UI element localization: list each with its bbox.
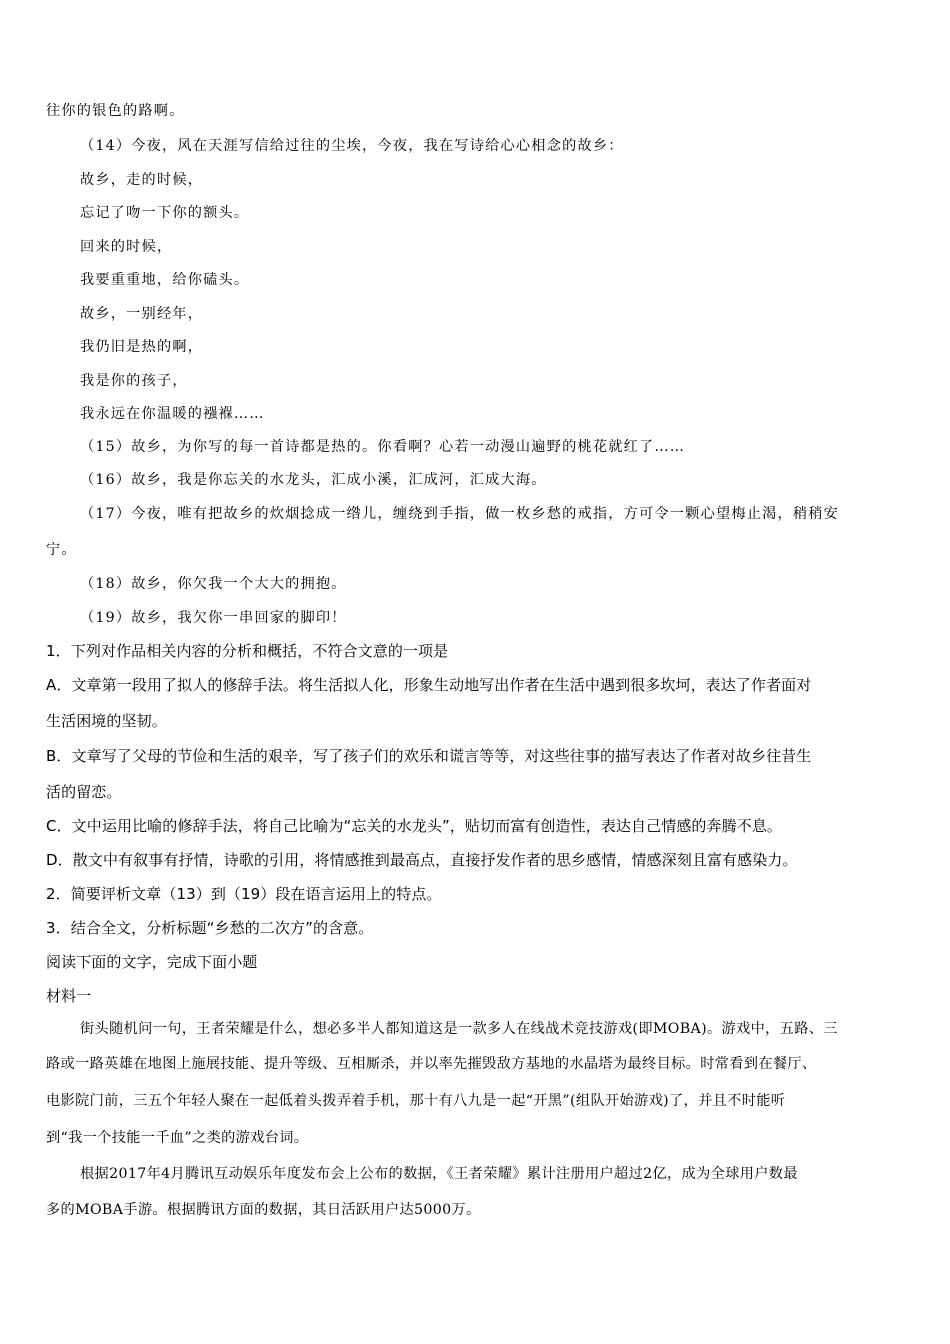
material-title: 材料一 [46, 987, 92, 1005]
material-1-line: 街头随机问一句，王者荣耀是什么，想必多半人都知道这是一款多人在线战术竞技游戏(即MOBA)。游戏中，五路、三 [80, 1021, 838, 1037]
verse-line: 我永远在你温暖的襁褓…… [80, 406, 265, 422]
verse-line: 我仍旧是热的啊， [80, 339, 204, 355]
verse-line: 我是你的孩子， [80, 373, 188, 389]
option-b-line-1: B．文章写了父母的节俭和生活的艰辛，写了孩子们的欢乐和谎言等等，对这些往事的描写表达了作者对故乡往昔生 [46, 747, 812, 765]
question-2: 2．简要评析文章（13）到（19）段在语言运用上的特点。 [46, 885, 442, 903]
paragraph-18: （18）故乡，你欠我一个大大的拥抱。 [80, 576, 347, 592]
paragraph-17-line-2: 宁。 [46, 542, 77, 558]
paragraph-16: （16）故乡，我是你忘关的水龙头，汇成小溪，汇成河，汇成大海。 [80, 472, 547, 488]
paragraph-14: （14）今夜，风在天涯写信给过往的尘埃，今夜，我在写诗给心心相念的故乡： [80, 138, 624, 154]
material-2-line: 根据2017年4月腾讯互动娱乐年度发布会上公布的数据，《王者荣耀》累计注册用户超过2亿，成为全球用户数最 [80, 1166, 798, 1182]
option-a-line-2: 生活困境的坚韧。 [46, 712, 167, 730]
verse-line: 故乡，走的时候， [80, 172, 204, 188]
question-1: 1．下列对作品相关内容的分析和概括，不符合文意的一项是 [46, 642, 449, 660]
poem-line-continuation: 往你的银色的路啊。 [46, 103, 185, 119]
verse-line: 故乡，一别经年， [80, 306, 204, 322]
option-b-line-2: 活的留恋。 [46, 783, 122, 801]
verse-line: 我要重重地，给你磕头。 [80, 272, 250, 288]
option-c: C．文中运用比喻的修辞手法，将自己比喻为“忘关的水龙头”，贴切而富有创造性，表达自己情感的奔腾不息。 [46, 817, 783, 835]
question-3: 3．结合全文，分析标题“乡愁的二次方”的含意。 [46, 919, 374, 937]
material-1-line: 电影院门前，三五个年轻人聚在一起低着头拨弄着手机，那十有八九是一起“开黑”(组队开始游戏)了，并且不时能听 [46, 1093, 786, 1109]
material-2-line: 多的MOBA手游。根据腾讯方面的数据，其日活跃用户达5000万。 [46, 1202, 481, 1218]
reading-instruction: 阅读下面的文字，完成下面小题 [46, 953, 258, 971]
option-a-line-1: A．文章第一段用了拟人的修辞手法。将生活拟人化，形象生动地写出作者在生活中遇到很多坎坷，表达了作者面对 [46, 676, 812, 694]
material-1-line: 路或一路英雄在地图上施展技能、提升等级、互相厮杀，并以率先摧毁敌方基地的水晶塔为最终目标。时常看到在餐厅、 [46, 1056, 817, 1072]
verse-line: 回来的时候， [80, 239, 173, 255]
paragraph-15: （15）故乡，为你写的每一首诗都是热的。你看啊？心若一动漫山遍野的桃花就红了…… [80, 439, 686, 455]
verse-line: 忘记了吻一下你的额头。 [80, 205, 250, 221]
option-d: D．散文中有叙事有抒情，诗歌的引用，将情感推到最高点，直接抒发作者的思乡感情，情感深刻且富有感染力。 [46, 851, 798, 869]
paragraph-17-line-1: （17）今夜，唯有把故乡的炊烟捻成一绺儿，缠绕到手指，做一枚乡愁的戒指，方可令一颗心望梅止渴，稍稍安 [80, 506, 840, 522]
material-1-line: 到“我一个技能一千血”之类的游戏台词。 [46, 1130, 309, 1146]
paragraph-19: （19）故乡，我欠你一串回家的脚印！ [80, 610, 347, 626]
